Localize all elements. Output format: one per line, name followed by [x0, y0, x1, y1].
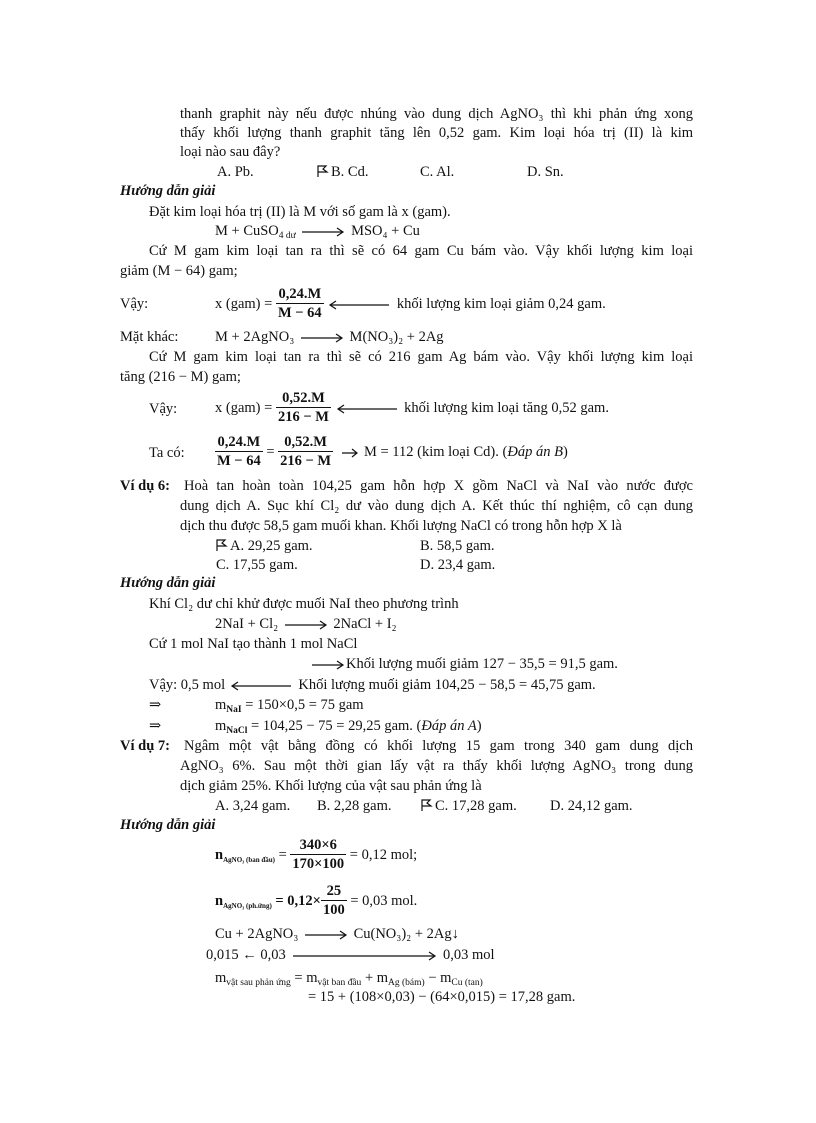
q5-option-d: D. Sn.: [527, 164, 564, 180]
sol7-n1-row: $n_{AgNO_3 (ban đầu)}$ = $\frac{340\times 6}{170\times 100}$ = 0,12 mol;: [215, 837, 418, 873]
vd7-option-d: D. 24,12 gam.: [550, 798, 633, 814]
left-arrow-icon: [327, 300, 393, 310]
vd7-line-3: dịch giảm 25%. Khối lượng của vật sau phản ứng là: [180, 778, 482, 794]
sol7-mass-formula: $m_{vật sau phản ứng} = m_{vật ban đầu} + m_{Ag (bám)} - m_{Cu (tan)}$: [215, 970, 483, 988]
sol5-taco-label: Ta có:: [149, 445, 185, 461]
fraction-0-24m: $\frac{0,24.M}{M - 64}$: [277, 286, 322, 322]
sol6-equation: 2NaI + Cl₂ 2NaCl + I₂: [215, 616, 397, 632]
sol5-equality-row: $\frac{0,24.M}{M - 64}$ = $\frac{0,52.M}{216 - M}$ M = 112 (kim loại Cd). (Đáp án B): [217, 434, 568, 470]
vd7-line-2: AgNO₃ 6%. Sau một thời gian lấy vật ra thấy khối lượng AgNO₃ trong dung: [180, 758, 693, 774]
vd6-label: Ví dụ 6:: [120, 478, 170, 494]
sol6-line-6: $m_{NaCl} = 104,25 - 75 = 29,25$ gam. (Đáp án A): [215, 718, 482, 736]
sol5-line-2b: giảm (M − 64) gam;: [120, 263, 238, 279]
left-arrow-icon: [335, 404, 401, 414]
sol6-line-3: Khối lượng muối giảm 127 − 35,5 = 91,5 gam.: [310, 655, 618, 673]
vd7-option-b: B. 2,28 gam.: [317, 798, 392, 814]
vd7-line-1: Ngâm một vật bằng đồng có khối lượng 15 gam trong 340 gam dung dịch: [184, 738, 693, 754]
sol5-fraction-row-2: x (gam) = $\frac{0,52.M}{216 - M}$ khối lượng kim loại tăng 0,52 gam.: [215, 390, 609, 426]
sol7-mass-calc: = 15 + (108×0,03) − (64×0,015) = 17,28 gam.: [308, 989, 576, 1005]
sol6-implies-2: ⇒: [149, 718, 162, 734]
vd6-option-b: B. 58,5 gam.: [420, 538, 495, 554]
sol5-line-3a: Cứ M gam kim loại tan ra thì sẽ có 216 gam Ag bám vào. Vậy khối lượng kim loại: [149, 349, 693, 365]
vd6-option-c: C. 17,55 gam.: [216, 557, 298, 573]
right-arrow-icon: [310, 660, 346, 670]
vd7-option-a: A. 3,24 gam.: [215, 798, 291, 814]
sol5-matkhac-label: Mặt khác:: [120, 329, 179, 345]
fraction-340x6: $\frac{340\times 6}{170\times 100}$: [292, 837, 345, 873]
right-arrow-icon: [289, 951, 439, 961]
fraction-25-100: $\frac{25}{100}$: [322, 883, 345, 919]
sol5-vay-label-2: Vậy:: [149, 401, 178, 417]
sol5-line-3b: tăng (216 − M) gam;: [120, 369, 241, 385]
reaction-arrow-icon: [298, 333, 346, 343]
fraction-0-52m: $\frac{0,52.M}{216 - M}$: [277, 390, 329, 426]
sol5-equation-2: M + 2AgNO₃ M(NO₃)₂ + 2Ag: [215, 329, 444, 345]
guide-heading-5: Hướng dẫn giải: [120, 183, 216, 199]
answer-flag-icon: [316, 165, 330, 178]
q5-option-b-text: B. Cd.: [331, 164, 369, 180]
sol5-fraction-row-1: x (gam) = $\frac{0,24.M}{M - 64}$ khối lượng kim loại giảm 0,24 gam.: [215, 286, 606, 322]
right-arrow-icon: [340, 448, 360, 458]
q5-line-1: thanh graphit này nếu được nhúng vào dung dịch AgNO₃ thì khi phản ứng xong: [180, 106, 693, 122]
sol7-n2-row: $n_{AgNO_3 (ph.ứng)} = 0,12\times$ $\frac{25}{100}$ = 0,03 mol.: [215, 883, 418, 919]
sol6-line-4: Vậy: 0,5 mol Khối lượng muối giảm 104,25 − 58,5 = 45,75 gam.: [149, 677, 596, 693]
sol6-line-5: $m_{NaI} = 150\times 0,5 = 75$ gam: [215, 697, 364, 715]
q5-option-b: [316, 163, 368, 181]
fraction-0-24m-b: $\frac{0,24.M}{M - 64}$: [217, 434, 261, 470]
left-arrow-icon: [229, 681, 295, 691]
sol5-equation-1: M + CuSO$_{4 dư}$ MSO₄ + Cu: [215, 223, 420, 241]
reaction-arrow-icon: [302, 930, 350, 940]
vd7-label: Ví dụ 7:: [120, 738, 170, 754]
vd6-option-a: A. 29,25 gam.: [215, 537, 313, 555]
reaction-arrow-icon: [282, 620, 330, 630]
q5-line-3: loại nào sau đây?: [180, 144, 281, 160]
guide-heading-6: Hướng dẫn giải: [120, 575, 216, 591]
guide-heading-7: Hướng dẫn giải: [120, 817, 216, 833]
vd7-option-c: C. 17,28 gam.: [420, 797, 517, 815]
sol5-line-2a: Cứ M gam kim loại tan ra thì sẽ có 64 gam Cu bám vào. Vậy khối lượng kim loại: [149, 243, 693, 259]
vd6-option-d: D. 23,4 gam.: [420, 557, 496, 573]
vd6-line-2: dung dịch A. Sục khí Cl₂ dư vào dung dịch A. Kết thúc thí nghiệm, cô cạn dung: [180, 498, 693, 514]
sol6-implies-1: ⇒: [149, 697, 162, 713]
fraction-0-52m-b: $\frac{0,52.M}{216 - M}$: [280, 434, 332, 470]
q5-line-2: thấy khối lượng thanh graphit tăng lên 0,52 gam. Kim loại hóa trị (II) là kim: [180, 125, 693, 141]
reaction-arrow-icon: [299, 227, 347, 237]
sol7-mole-row: 0,015 ← 0,03 0,03 mol: [206, 947, 495, 963]
sol5-vay-label: Vậy:: [120, 296, 149, 312]
sol6-line-1: Khí Cl₂ dư chỉ khử được muối NaI theo phương trình: [149, 596, 459, 612]
q5-option-a: A. Pb.: [217, 164, 254, 180]
answer-flag-icon: [215, 539, 229, 552]
q5-option-c: C. Al.: [420, 164, 455, 180]
answer-flag-icon: [420, 799, 434, 812]
vd6-line-1: Hoà tan hoàn toàn 104,25 gam hỗn hợp X gồm NaCl và NaI vào nước được: [184, 478, 693, 494]
vd6-line-3: dịch thu được 58,5 gam muối khan. Khối lượng NaCl có trong hỗn hợp X là: [180, 518, 622, 534]
sol6-line-2: Cứ 1 mol NaI tạo thành 1 mol NaCl: [149, 636, 358, 652]
sol7-equation: Cu + 2AgNO₃ Cu(NO₃)₂ + 2Ag↓: [215, 926, 459, 942]
sol5-line-1: Đặt kim loại hóa trị (II) là M với số gam là x (gam).: [149, 204, 451, 220]
